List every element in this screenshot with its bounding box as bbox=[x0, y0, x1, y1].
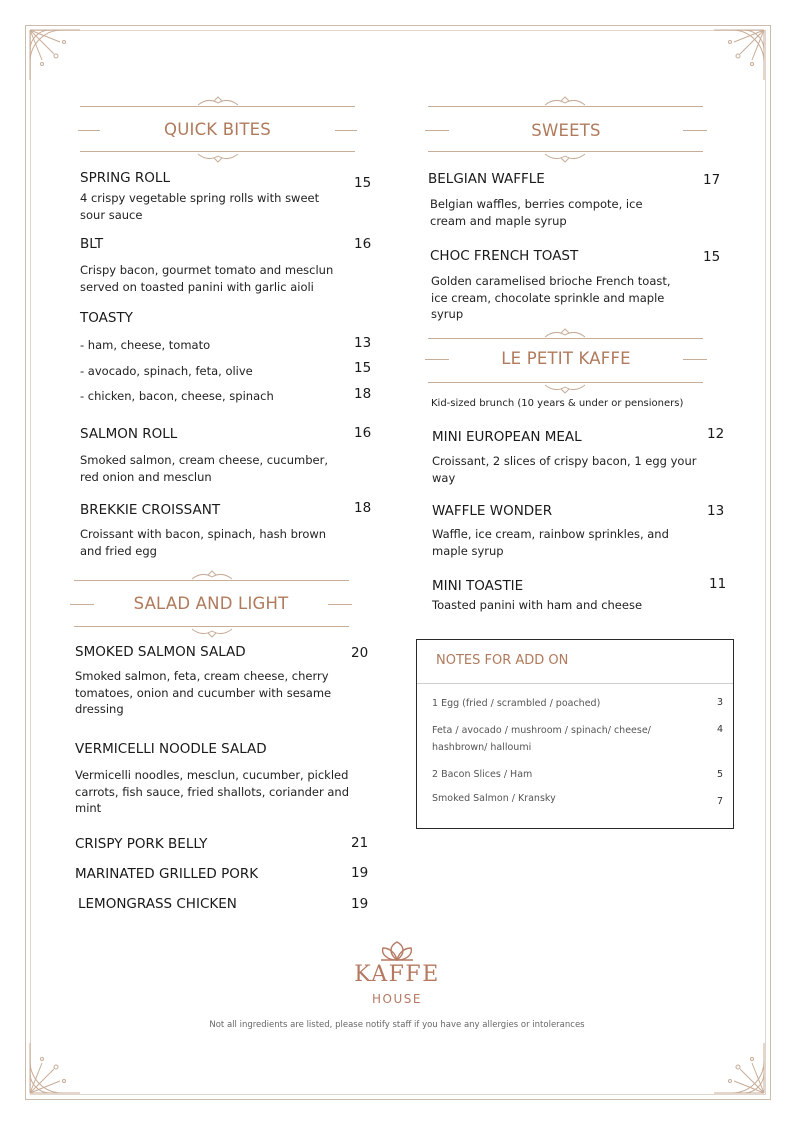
item-name: BELGIAN WAFFLE bbox=[428, 171, 545, 187]
title-dash bbox=[70, 604, 94, 605]
flourish-ornament bbox=[196, 152, 240, 164]
toasty-option: - avocado, spinach, feta, olive bbox=[80, 364, 253, 378]
note-item: 2 Bacon Slices / Ham bbox=[432, 769, 533, 780]
section-title: LE PETIT KAFFE bbox=[501, 349, 631, 368]
allergy-footer-note: Not all ingredients are listed, please notify staff if you have any allergies or intolerances bbox=[209, 1020, 585, 1030]
note-price: 3 bbox=[717, 697, 724, 708]
section-title: SWEETS bbox=[531, 121, 601, 140]
notes-divider bbox=[417, 683, 733, 684]
item-description: Waffle, ice cream, rainbow sprinkles, and maple syrup bbox=[432, 527, 669, 558]
item-description: Toasted panini with ham and cheese bbox=[432, 598, 643, 612]
item-name: WAFFLE WONDER bbox=[432, 503, 553, 519]
item-description: Smoked salmon, feta, cream cheese, cherry tomatoes, onion and cucumber with sesame dressing bbox=[75, 669, 332, 716]
note-item: Smoked Salmon / Kransky bbox=[432, 793, 556, 804]
item-price: 20 bbox=[351, 645, 369, 661]
item-price: 18 bbox=[354, 386, 372, 402]
item-price: 11 bbox=[709, 576, 727, 592]
item-description: Smoked salmon, cream cheese, cucumber, red onion and mesclun bbox=[80, 453, 328, 484]
title-dash bbox=[335, 130, 357, 131]
note-price: 7 bbox=[717, 796, 724, 807]
flourish-ornament bbox=[543, 383, 587, 395]
item-price: 19 bbox=[351, 896, 369, 912]
item-description: Vermicelli noodles, mesclun, cucumber, pickled carrots, fish sauce, fried shallots, coriander and mint bbox=[75, 768, 350, 815]
notes-title: NOTES FOR ADD ON bbox=[436, 653, 569, 668]
item-name: MINI EUROPEAN MEAL bbox=[432, 429, 582, 445]
flourish-ornament bbox=[190, 569, 234, 581]
item-description: 4 crispy vegetable spring rolls with sweet sour sauce bbox=[80, 191, 320, 222]
note-price: 4 bbox=[717, 724, 724, 735]
lotus-icon bbox=[377, 940, 417, 962]
toasty-option: - ham, cheese, tomato bbox=[80, 338, 211, 352]
item-name: MARINATED GRILLED PORK bbox=[75, 866, 259, 882]
section-title: QUICK BITES bbox=[164, 120, 271, 139]
title-dash bbox=[425, 359, 449, 360]
notes-box bbox=[416, 639, 734, 829]
item-name: LEMONGRASS CHICKEN bbox=[78, 896, 237, 912]
flourish-ornament bbox=[543, 152, 587, 164]
title-dash bbox=[425, 130, 449, 131]
item-description: Golden caramelised brioche French toast, ice cream, chocolate sprinkle and maple syrup bbox=[431, 274, 671, 321]
logo-subtitle: HOUSE bbox=[372, 992, 422, 1006]
title-dash bbox=[683, 130, 707, 131]
item-name: CHOC FRENCH TOAST bbox=[430, 248, 579, 264]
section-intro: Kid-sized brunch (10 years & under or pensioners) bbox=[431, 398, 684, 409]
toasty-option: - chicken, bacon, cheese, spinach bbox=[80, 389, 274, 403]
item-price: 15 bbox=[703, 249, 721, 265]
item-price: 13 bbox=[354, 335, 372, 351]
item-price: 12 bbox=[707, 426, 725, 442]
note-price: 5 bbox=[717, 769, 724, 780]
flourish-ornament bbox=[543, 95, 587, 107]
item-name: SPRING ROLL bbox=[80, 170, 170, 186]
title-dash bbox=[78, 130, 100, 131]
corner-ornament-bottom-right bbox=[704, 1033, 774, 1103]
logo-wordmark: KAFFE bbox=[354, 962, 440, 987]
item-name: VERMICELLI NOODLE SALAD bbox=[75, 741, 267, 757]
item-price: 13 bbox=[707, 503, 725, 519]
item-name: BLT bbox=[80, 236, 104, 252]
item-name: TOASTY bbox=[80, 310, 133, 326]
note-item: 1 Egg (fried / scrambled / poached) bbox=[432, 698, 601, 709]
item-price: 15 bbox=[354, 175, 372, 191]
item-price: 16 bbox=[354, 425, 372, 441]
item-price: 21 bbox=[351, 835, 369, 851]
corner-ornament-bottom-left bbox=[20, 1033, 90, 1103]
flourish-ornament bbox=[196, 95, 240, 107]
note-item: Feta / avocado / mushroom / spinach/ cheese/ hashbrown/ halloumi bbox=[432, 725, 651, 753]
corner-ornament-top-right bbox=[704, 20, 774, 90]
section-title: SALAD AND LIGHT bbox=[133, 594, 289, 613]
item-name: CRISPY PORK BELLY bbox=[75, 836, 208, 852]
item-price: 17 bbox=[703, 172, 721, 188]
item-price: 15 bbox=[354, 360, 372, 376]
item-description: Croissant with bacon, spinach, hash brown and fried egg bbox=[80, 527, 327, 558]
item-description: Crispy bacon, gourmet tomato and mesclun served on toasted panini with garlic aioli bbox=[80, 263, 334, 294]
item-name: SALMON ROLL bbox=[80, 426, 178, 442]
item-price: 18 bbox=[354, 500, 372, 516]
flourish-ornament bbox=[543, 327, 587, 339]
item-name: MINI TOASTIE bbox=[432, 578, 524, 594]
flourish-ornament bbox=[190, 627, 234, 639]
title-dash bbox=[328, 604, 352, 605]
item-price: 19 bbox=[351, 865, 369, 881]
corner-ornament-top-left bbox=[20, 20, 90, 90]
title-dash bbox=[683, 359, 707, 360]
item-description: Croissant, 2 slices of crispy bacon, 1 egg your way bbox=[432, 454, 697, 485]
item-name: BREKKIE CROISSANT bbox=[80, 502, 221, 518]
item-description: Belgian waffles, berries compote, ice cream and maple syrup bbox=[430, 197, 643, 228]
item-name: SMOKED SALMON SALAD bbox=[75, 644, 246, 660]
item-price: 16 bbox=[354, 236, 372, 252]
